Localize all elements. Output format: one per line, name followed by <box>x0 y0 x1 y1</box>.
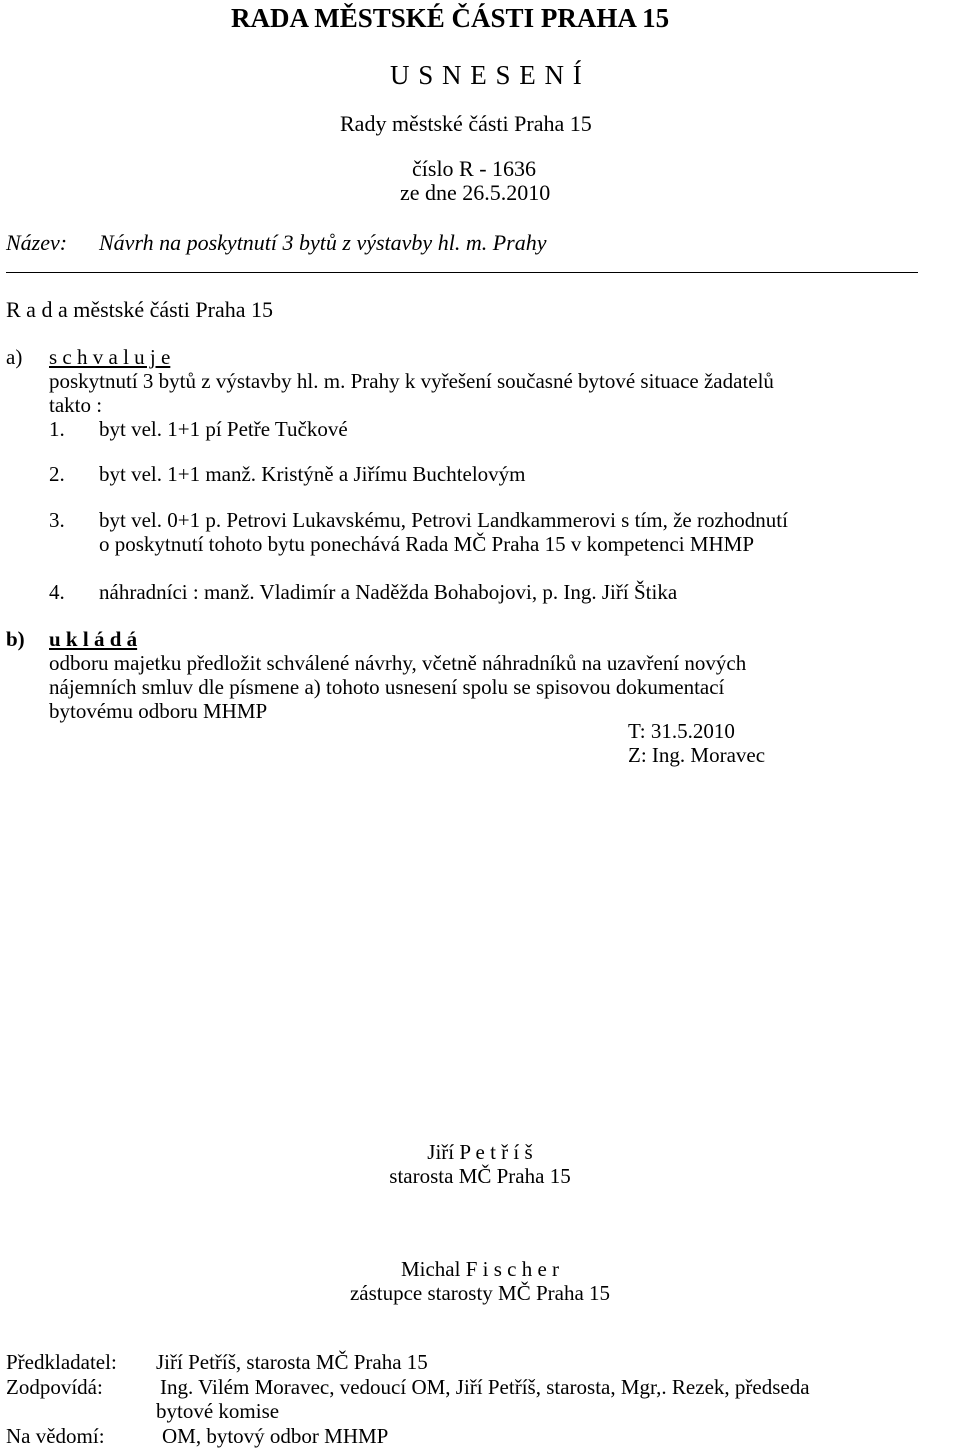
submitter: Jiří Petříš, starosta MČ Praha 15 <box>156 1350 428 1374</box>
section-b-verb: u k l á d á <box>49 627 138 651</box>
resolution-date: ze dne 26.5.2010 <box>400 180 551 205</box>
responsible-person: Z: Ing. Moravec <box>628 743 766 767</box>
council-title: RADA MĚSTSKÉ ČÁSTI PRAHA 15 <box>231 3 670 33</box>
signature-role: zástupce starosty MČ Praha 15 <box>349 1281 611 1305</box>
list-item-continuation: o poskytnutí tohoto bytu ponechává Rada MČ Praha 15 v kompetenci MHMP <box>99 532 755 556</box>
responsible-label: Zodpovídá: <box>6 1375 103 1399</box>
list-item <box>49 580 677 604</box>
informed-label: Na vědomí: <box>6 1424 105 1448</box>
list-item <box>49 462 526 486</box>
issuer: Rady městské části Praha 15 <box>340 111 592 136</box>
list-item-number: 1. <box>49 417 65 441</box>
signature-name: Jiří P e t ř í š <box>427 1140 533 1164</box>
list-item <box>49 508 788 532</box>
responsible-line1: Ing. Vilém Moravec, vedoucí OM, Jiří Petříš, starosta, Mgr,. Rezek, předseda <box>160 1375 810 1399</box>
section-a-line2: takto : <box>49 393 103 417</box>
resolution-number: číslo R - 1636 <box>412 156 537 181</box>
section-b-line2: nájemních smluv dle písmene a) tohoto usnesení spolu se spisovou dokumentací <box>49 675 725 699</box>
section-b-line1: odboru majetku předložit schválené návrhy, včetně náhradníků na uzavření nových <box>49 651 747 675</box>
section-a-line1: poskytnutí 3 bytů z výstavby hl. m. Prahy k vyřešení současné bytové situace žadatelů <box>49 369 774 393</box>
title-text: Návrh na poskytnutí 3 bytů z výstavby hl. m. Prahy <box>99 230 547 255</box>
section-b-line3: bytovému odboru MHMP <box>49 699 268 723</box>
list-item-number: 4. <box>49 580 65 604</box>
title-label: Název: <box>6 230 68 255</box>
responsible-line2: bytové komise <box>156 1399 280 1423</box>
signature-name: Michal F i s c h e r <box>400 1257 560 1281</box>
section-a-marker: a) <box>6 345 23 369</box>
list-item-number: 3. <box>49 508 65 532</box>
document-type: U S N E S E N Í <box>390 60 583 90</box>
deadline: T: 31.5.2010 <box>628 719 735 743</box>
section-a-verb: s c h v a l u j e <box>49 345 171 369</box>
section-b-marker: b) <box>6 627 25 651</box>
informed: OM, bytový odbor MHMP <box>162 1424 389 1448</box>
submitter-label: Předkladatel: <box>6 1350 117 1374</box>
signature-role: starosta MČ Praha 15 <box>389 1164 571 1188</box>
list-item-text: náhradníci : manž. Vladimír a Naděžda Bohabojovi, p. Ing. Jiří Štika <box>99 580 678 604</box>
list-item-number: 2. <box>49 462 65 486</box>
list-item <box>49 417 348 441</box>
list-item-text: byt vel. 1+1 manž. Kristýně a Jiřímu Buchtelovým <box>99 462 526 486</box>
rada-heading: R a d a městské části Praha 15 <box>6 297 273 322</box>
title-rule <box>6 272 918 273</box>
list-item-text: byt vel. 0+1 p. Petrovi Lukavskému, Petrovi Landkammerovi s tím, že rozhodnutí <box>99 508 788 532</box>
list-item-text: byt vel. 1+1 pí Petře Tučkové <box>99 417 348 441</box>
